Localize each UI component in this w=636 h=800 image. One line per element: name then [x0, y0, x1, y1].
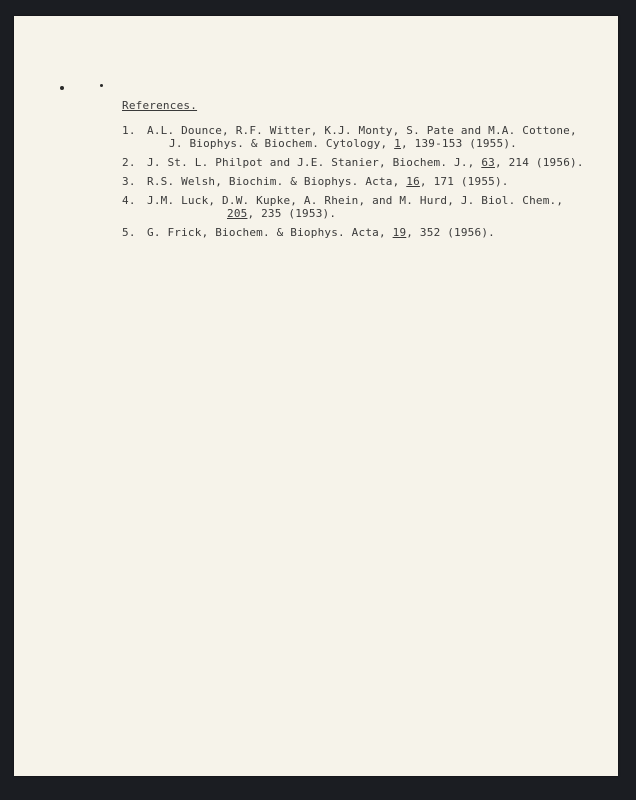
reference-item [122, 124, 577, 150]
reference-text: G. Frick, Biochem. & Biophys. Acta, 19, 352 (1956). [147, 226, 495, 239]
reference-number: 4. [122, 194, 136, 207]
reference-number: 5. [122, 226, 136, 239]
volume-number: 16 [406, 175, 420, 188]
volume-number: 63 [481, 156, 495, 169]
volume-number: 205 [227, 207, 248, 220]
reference-text: J.M. Luck, D.W. Kupke, A. Rhein, and M. Hurd, J. Biol. Chem., 205, 235 (1953). [147, 194, 564, 220]
references-section [122, 99, 584, 245]
reference-item [122, 156, 584, 169]
volume-number: 1 [394, 137, 401, 150]
reference-item [122, 175, 567, 188]
reference-number: 3. [122, 175, 136, 188]
reference-text: A.L. Dounce, R.F. Witter, K.J. Monty, S. Pate and M.A. Cottone, J. Biophys. & Biochem. Cytology, 1, 139-153 (1955). [147, 124, 577, 150]
reference-item [122, 194, 567, 220]
punch-hole-right [100, 84, 103, 87]
references-heading: References. [122, 99, 198, 112]
document-page [14, 16, 618, 776]
reference-number: 1. [122, 124, 136, 137]
reference-text: J. St. L. Philpot and J.E. Stanier, Biochem. J., 63, 214 (1956). [147, 156, 584, 169]
punch-hole-left [60, 86, 64, 90]
volume-number: 19 [392, 226, 407, 239]
reference-item [122, 226, 567, 239]
reference-text: R.S. Welsh, Biochim. & Biophys. Acta, 16, 171 (1955). [147, 175, 509, 188]
reference-number: 2. [122, 156, 136, 169]
